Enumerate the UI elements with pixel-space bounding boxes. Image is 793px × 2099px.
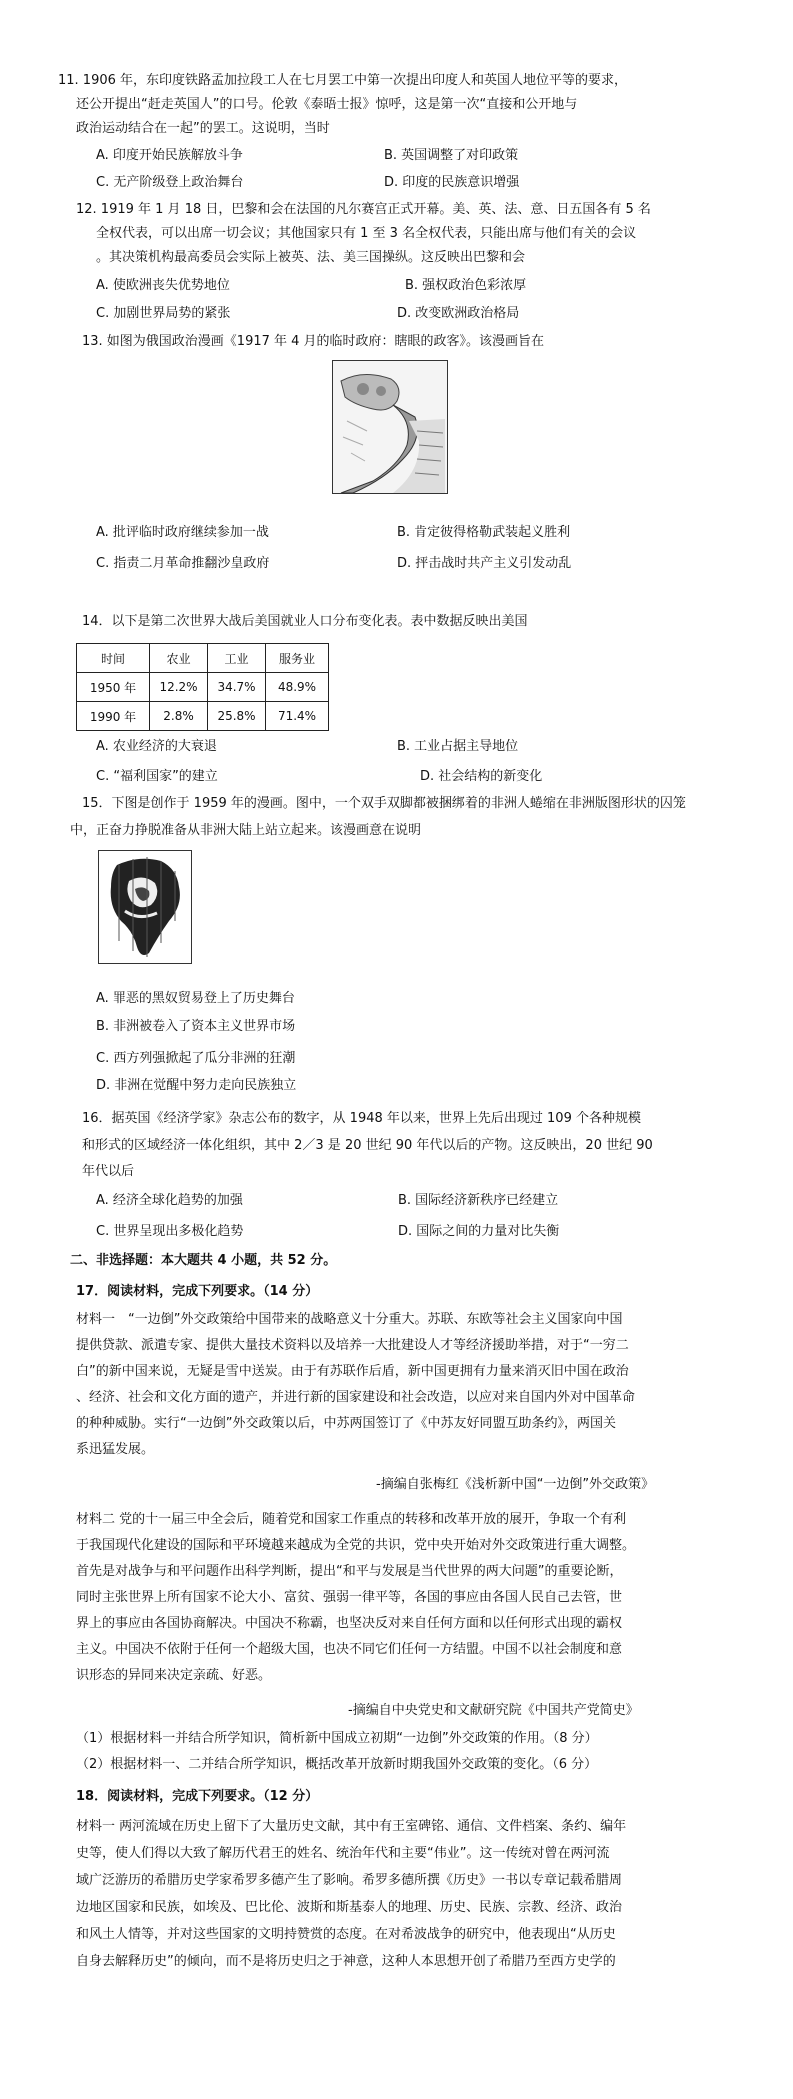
table-cell: 34.7% (208, 673, 266, 702)
q11-stem-line: 11. 1906 年，东印度铁路孟加拉段工人在七月罢工中第一次提出印度人和英国人地位平等的要求， (58, 73, 628, 88)
q14-option-c[interactable]: C. “福利国家”的建立 (96, 769, 218, 784)
q16-stem-line: 和形式的区域经济一体化组织，其中 2／3 是 20 世纪 90 年代以后的产物。这反映出，20 世纪 90 (82, 1138, 653, 1153)
q17-material-2-line: 主义。中国决不依附于任何一个超级大国，也决不同它们任何一方结盟。中国不以社会制度和意 (76, 1642, 623, 1657)
table-header-cell: 服务业 (266, 644, 329, 673)
q12-stem-line: 。其决策机构最高委员会实际上被英、法、美三国操纵。这反映出巴黎和会 (96, 250, 526, 265)
table-header-row (77, 644, 329, 673)
table-row (77, 702, 329, 731)
table-header-cell: 时间 (77, 644, 150, 673)
q18-title: 18．阅读材料，完成下列要求。（12 分） (76, 1789, 319, 1804)
q16-option-b[interactable]: B. 国际经济新秩序已经建立 (398, 1193, 559, 1208)
q17-material-1-line: 白”的新中国来说，无疑是雪中送炭。由于有苏联作后盾，新中国更拥有力量来消灭旧中国在政治 (76, 1364, 629, 1379)
q16-option-a[interactable]: A. 经济全球化趋势的加强 (96, 1193, 243, 1208)
q16-stem-line: 年代以后 (82, 1164, 135, 1179)
q12-option-b[interactable]: B. 强权政治色彩浓厚 (405, 278, 527, 293)
q13-option-d[interactable]: D. 抨击战时共产主义引发动乱 (397, 556, 572, 571)
q17-material-2-line: 首先是对战争与和平问题作出科学判断，提出“和平与发展是当代世界的两大问题”的重要论断， (76, 1564, 623, 1579)
q17-material-1-line: 的种种威胁。实行“一边倒”外交政策以后，中苏两国签订了《中苏友好同盟互助条约》，两国关 (76, 1416, 616, 1431)
table-header-cell: 农业 (150, 644, 208, 673)
q14-option-a[interactable]: A. 农业经济的大衰退 (96, 739, 217, 754)
q17-material-1-line: 提供贷款、派遣专家、提供大量技术资料以及培养一大批建设人才等经济援助举措，对于“一穷二 (76, 1338, 629, 1353)
table-cell: 71.4% (266, 702, 329, 731)
q16-stem-line: 16．据英国《经济学家》杂志公布的数字，从 1948 年以来，世界上先后出现过 109 个各种规模 (82, 1111, 641, 1126)
q13-option-c[interactable]: C. 指责二月革命推翻沙皇政府 (96, 556, 270, 571)
q17-material-2-line: 于我国现代化建设的国际和平环境越来越成为全党的共识，党中央开始对外交政策进行重大调整。 (76, 1538, 636, 1553)
q17-material-1-citation: -摘编自张梅红《浅析新中国“一边倒”外交政策》 (376, 1477, 655, 1492)
q14-option-d[interactable]: D. 社会结构的新变化 (420, 769, 543, 784)
q12-stem-line: 全权代表，可以出席一切会议；其他国家只有 1 至 3 名全权代表，只能出席与他们有关的会议 (96, 226, 637, 241)
q18-material-1-line: 自身去解释历史”的倾向，而不是将历史归之于神意，这种人本思想开创了希腊乃至西方史学的 (76, 1954, 616, 1969)
q11-stem-line: 政治运动结合在一起”的罢工。这说明，当时 (76, 121, 330, 136)
q15-stem-line: 中，正奋力挣脱准备从非洲大陆上站立起来。该漫画意在说明 (70, 823, 422, 838)
q17-material-2-citation: -摘编自中央党史和文献研究院《中国共产党简史》 (348, 1703, 639, 1718)
q17-material-1-line: 材料一 “一边倒”外交政策给中国带来的战略意义十分重大。苏联、东欧等社会主义国家向中国 (76, 1312, 623, 1327)
q15-option-c[interactable]: C. 西方列强掀起了瓜分非洲的狂潮 (96, 1051, 296, 1066)
table-cell: 2.8% (150, 702, 208, 731)
table-header-cell: 工业 (208, 644, 266, 673)
q11-stem-line: 还公开提出“赶走英国人”的口号。伦敦《泰晤士报》惊呼，这是第一次“直接和公开地与 (76, 97, 578, 112)
q17-title: 17．阅读材料，完成下列要求。（14 分） (76, 1284, 319, 1299)
table-cell: 1950 年 (77, 673, 150, 702)
employment-table (76, 643, 329, 731)
africa-cartoon-image (98, 850, 192, 964)
table-cell: 12.2% (150, 673, 208, 702)
table-cell: 1990 年 (77, 702, 150, 731)
q11-option-c[interactable]: C. 无产阶级登上政治舞台 (96, 175, 244, 190)
q17-material-2-line: 同时主张世界上所有国家不论大小、富贫、强弱一律平等，各国的事应由各国人民自己去管，世 (76, 1590, 623, 1605)
q12-option-c[interactable]: C. 加剧世界局势的紧张 (96, 306, 231, 321)
table-cell: 25.8% (208, 702, 266, 731)
q13-option-b[interactable]: B. 肯定彼得格勒武装起义胜利 (397, 525, 571, 540)
q17-material-2-line: 识形态的异同来决定亲疏、好恶。 (76, 1668, 272, 1683)
q12-stem-line: 12. 1919 年 1 月 18 日，巴黎和会在法国的凡尔赛宫正式开幕。美、英、法、意、日五国各有 5 名 (76, 202, 651, 217)
q11-option-b[interactable]: B. 英国调整了对印政策 (384, 148, 519, 163)
q12-option-a[interactable]: A. 使欧洲丧失优势地位 (96, 278, 230, 293)
q13-option-a[interactable]: A. 批评临时政府继续参加一战 (96, 525, 269, 540)
q17-material-1-line: 系迅猛发展。 (76, 1442, 155, 1457)
q17-ask-2: （2）根据材料一、二并结合所学知识，概括改革开放新时期我国外交政策的变化。（6 分） (76, 1757, 598, 1772)
cartoon-figure-drawing (333, 361, 447, 493)
q18-material-1-line: 域广泛游历的希腊历史学家希罗多德产生了影响。希罗多德所撰《历史》一书以专章记载希腊周 (76, 1873, 623, 1888)
q17-ask-1: （1）根据材料一并结合所学知识，简析新中国成立初期“一边倒”外交政策的作用。（8 分） (76, 1731, 598, 1746)
political-cartoon-image (332, 360, 448, 494)
q12-option-d[interactable]: D. 改变欧洲政治格局 (397, 306, 520, 321)
q14-stem-line: 14．以下是第二次世界大战后美国就业人口分布变化表。表中数据反映出美国 (82, 614, 528, 629)
section-2-heading: 二、非选择题：本大题共 4 小题，共 52 分。 (70, 1253, 337, 1268)
q15-stem-line: 15．下图是创作于 1959 年的漫画。图中，一个双手双脚都被捆绑着的非洲人蜷缩在非洲版图形状的囚笼 (82, 796, 686, 811)
q15-option-d[interactable]: D. 非洲在觉醒中努力走向民族独立 (96, 1078, 297, 1093)
q15-option-b[interactable]: B. 非洲被卷入了资本主义世界市场 (96, 1019, 296, 1034)
q17-material-2-line: 材料二 党的十一届三中全会后，随着党和国家工作重点的转移和改革开放的展开，争取一个有利 (76, 1512, 627, 1527)
q16-option-d[interactable]: D. 国际之间的力量对比失衡 (398, 1224, 560, 1239)
q16-option-c[interactable]: C. 世界呈现出多极化趋势 (96, 1224, 244, 1239)
q18-material-1-line: 和风土人情等，并对这些国家的文明持赞赏的态度。在对希波战争的研究中，他表现出“从历史 (76, 1927, 616, 1942)
q15-option-a[interactable]: A. 罪恶的黑奴贸易登上了历史舞台 (96, 991, 295, 1006)
q18-material-1-line: 边地区国家和民族，如埃及、巴比伦、波斯和斯基泰人的地理、历史、民族、宗教、经济、政治 (76, 1900, 623, 1915)
q18-material-1-line: 材料一 两河流域在历史上留下了大量历史文献，其中有王室碑铭、通信、文件档案、条约、编年 (76, 1819, 627, 1834)
q13-stem-line: 13. 如图为俄国政治漫画《1917 年 4 月的临时政府：瞎眼的政客》。该漫画旨在 (82, 334, 545, 349)
q11-option-d[interactable]: D. 印度的民族意识增强 (384, 175, 520, 190)
table-row (77, 673, 329, 702)
q11-option-a[interactable]: A. 印度开始民族解放斗争 (96, 148, 243, 163)
q17-material-2-line: 界上的事应由各国协商解决。中国决不称霸，也坚决反对来自任何方面和以任何形式出现的霸权 (76, 1616, 623, 1631)
africa-cage-drawing (99, 851, 191, 963)
q18-material-1-line: 史等，使人们得以大致了解历代君王的姓名、统治年代和主要“伟业”。这一传统对曾在两河流 (76, 1846, 610, 1861)
q14-option-b[interactable]: B. 工业占据主导地位 (397, 739, 519, 754)
table-cell: 48.9% (266, 673, 329, 702)
q17-material-1-line: 、经济、社会和文化方面的遗产，并进行新的国家建设和社会改造，以应对来自国内外对中国革命 (76, 1390, 636, 1405)
